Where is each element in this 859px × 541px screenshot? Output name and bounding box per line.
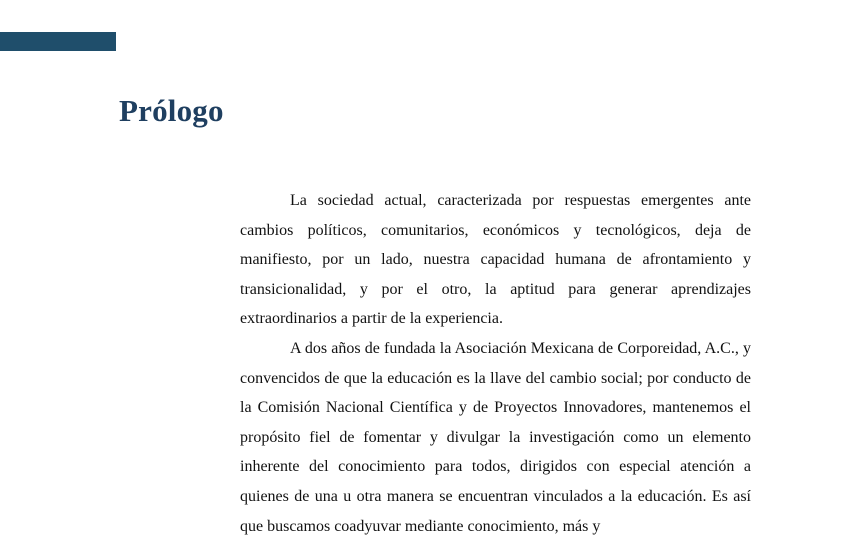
page-title: Prólogo (119, 93, 224, 128)
paragraph-1: La sociedad actual, caracterizada por respuestas emergentes ante cambios políticos, comunitarios, económicos y tecnológicos, deja de manifiesto, por un lado, nuestra capacidad humana de afrontamiento y transicionalidad, y por el otro, la aptitud para generar aprendizajes extraordinarios a partir de la experiencia. (240, 192, 751, 328)
header-accent-bar (0, 32, 116, 51)
paragraph-2: A dos años de fundada la Asociación Mexicana de Corporeidad, A.C., y convencidos de que la educación es la llave del cambio social; por conducto de la Comisión Nacional Científica y de Proyectos Innovadores, mantenemos el propósito fiel de fomentar y divulgar la investigación como un elemento inherente del conocimiento para todos, dirigidos con especial atención a quienes de una u otra manera se encuentran vinculados a la educación. Es así que buscamos coadyuvar mediante conocimiento, más y (240, 339, 751, 535)
document-body (240, 186, 751, 541)
